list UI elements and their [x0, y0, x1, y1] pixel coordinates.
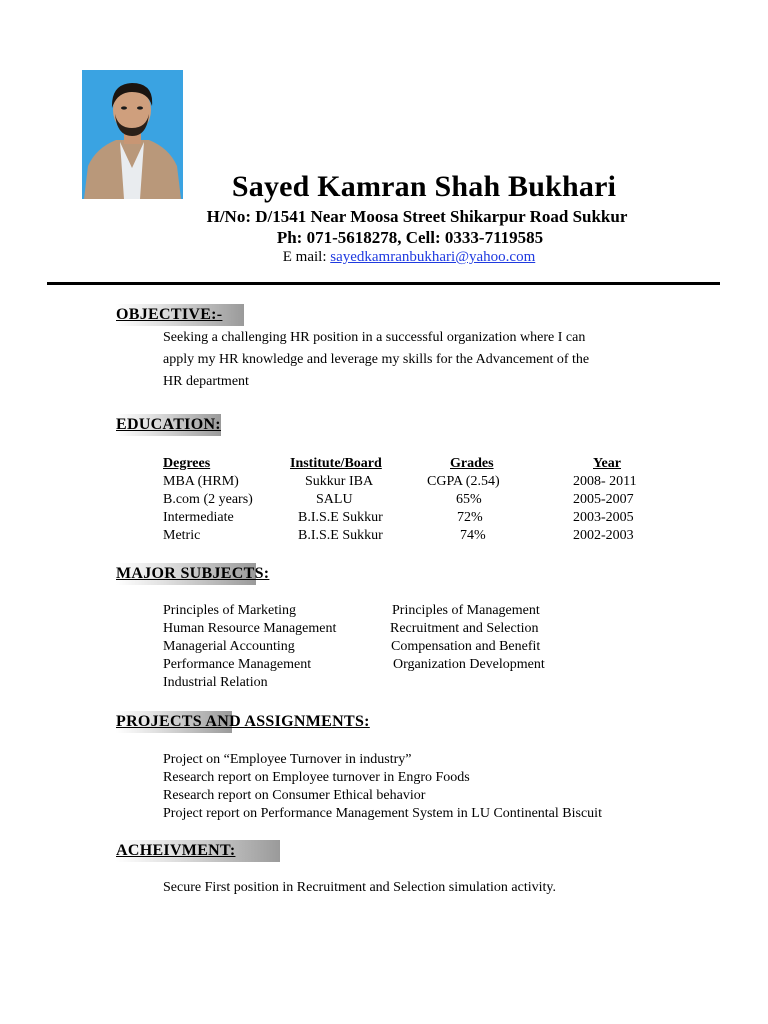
institute-cell: Sukkur IBA	[305, 474, 374, 489]
list-item	[163, 674, 583, 692]
year-cell: 2005-2007	[573, 492, 634, 507]
subjects-list	[163, 602, 583, 692]
degree-cell: Metric	[163, 528, 201, 543]
education-heading: EDUCATION:	[116, 416, 221, 433]
phone-numbers: Ph: 071-5618278, Cell: 0333-7119585	[276, 228, 544, 247]
degree-cell: B.com (2 years)	[163, 492, 253, 507]
list-item	[163, 656, 583, 674]
objective-line: apply my HR knowledge and leverage my skills for the Advancement of the	[163, 352, 590, 367]
projects-list	[163, 751, 602, 823]
subject-right: Organization Development	[393, 657, 545, 672]
list-item	[163, 620, 583, 638]
year-cell: 2003-2005	[573, 510, 634, 525]
subject-left: Managerial Accounting	[163, 639, 295, 654]
subjects-heading-block	[116, 563, 269, 585]
subject-right: Principles of Management	[392, 603, 540, 618]
institute-cell: B.I.S.E Sukkur	[298, 528, 383, 543]
objective-heading: OBJECTIVE:-	[116, 306, 223, 323]
list-item	[163, 638, 583, 656]
achievement-heading: ACHEIVMENT:	[116, 842, 236, 859]
education-heading-block	[116, 414, 221, 436]
subject-left: Industrial Relation	[163, 675, 268, 690]
projects-heading: PROJECTS AND ASSIGNMENTS:	[116, 713, 370, 730]
table-row	[163, 509, 663, 527]
objective-text	[163, 327, 653, 393]
achievement-list	[163, 879, 556, 897]
candidate-name: Sayed Kamran Shah Bukhari	[231, 170, 617, 203]
column-header-institute: Institute/Board	[290, 456, 382, 471]
grade-cell: CGPA (2.54)	[427, 474, 500, 489]
grade-cell: 74%	[460, 528, 486, 543]
list-item: Research report on Consumer Ethical behavior	[163, 788, 426, 803]
objective-line: HR department	[163, 374, 249, 389]
column-header-grades: Grades	[450, 456, 494, 471]
year-cell: 2008- 2011	[573, 474, 637, 489]
email-link[interactable]: sayedkamranbukhari@yahoo.com	[330, 249, 536, 265]
education-table	[163, 455, 663, 545]
institute-cell: B.I.S.E Sukkur	[298, 510, 383, 525]
subjects-heading: MAJOR SUBJECTS:	[116, 565, 270, 582]
address: H/No: D/1541 Near Moosa Street Shikarpur Road Sukkur	[206, 207, 628, 226]
grade-cell: 65%	[456, 492, 482, 507]
degree-cell: Intermediate	[163, 510, 234, 525]
list-item: Project on “Employee Turnover in industry”	[163, 752, 412, 767]
email-label: E mail:	[282, 249, 331, 265]
subject-left: Performance Management	[163, 657, 312, 672]
table-row	[163, 473, 663, 491]
subject-right: Recruitment and Selection	[390, 621, 539, 636]
subject-left: Human Resource Management	[163, 621, 337, 636]
list-item: Research report on Employee turnover in Engro Foods	[163, 770, 470, 785]
institute-cell: SALU	[316, 492, 353, 507]
header-divider	[47, 282, 720, 285]
list-item: Project report on Performance Management System in LU Continental Biscuit	[163, 806, 602, 821]
projects-heading-block	[116, 711, 370, 733]
grade-cell: 72%	[457, 510, 483, 525]
email-line	[0, 249, 768, 266]
objective-heading-block	[116, 304, 222, 326]
subject-left: Principles of Marketing	[163, 603, 296, 618]
education-header-row	[163, 455, 663, 473]
subject-right: Compensation and Benefit	[391, 639, 541, 654]
column-header-year: Year	[593, 456, 621, 471]
list-item: Secure First position in Recruitment and Selection simulation activity.	[163, 880, 556, 895]
column-header-degrees: Degrees	[163, 456, 211, 471]
year-cell: 2002-2003	[573, 528, 634, 543]
objective-line: Seeking a challenging HR position in a successful organization where I can	[163, 330, 586, 345]
table-row	[163, 527, 663, 545]
degree-cell: MBA (HRM)	[163, 474, 239, 489]
achievement-heading-block	[116, 840, 235, 862]
list-item	[163, 602, 583, 620]
table-row	[163, 491, 663, 509]
